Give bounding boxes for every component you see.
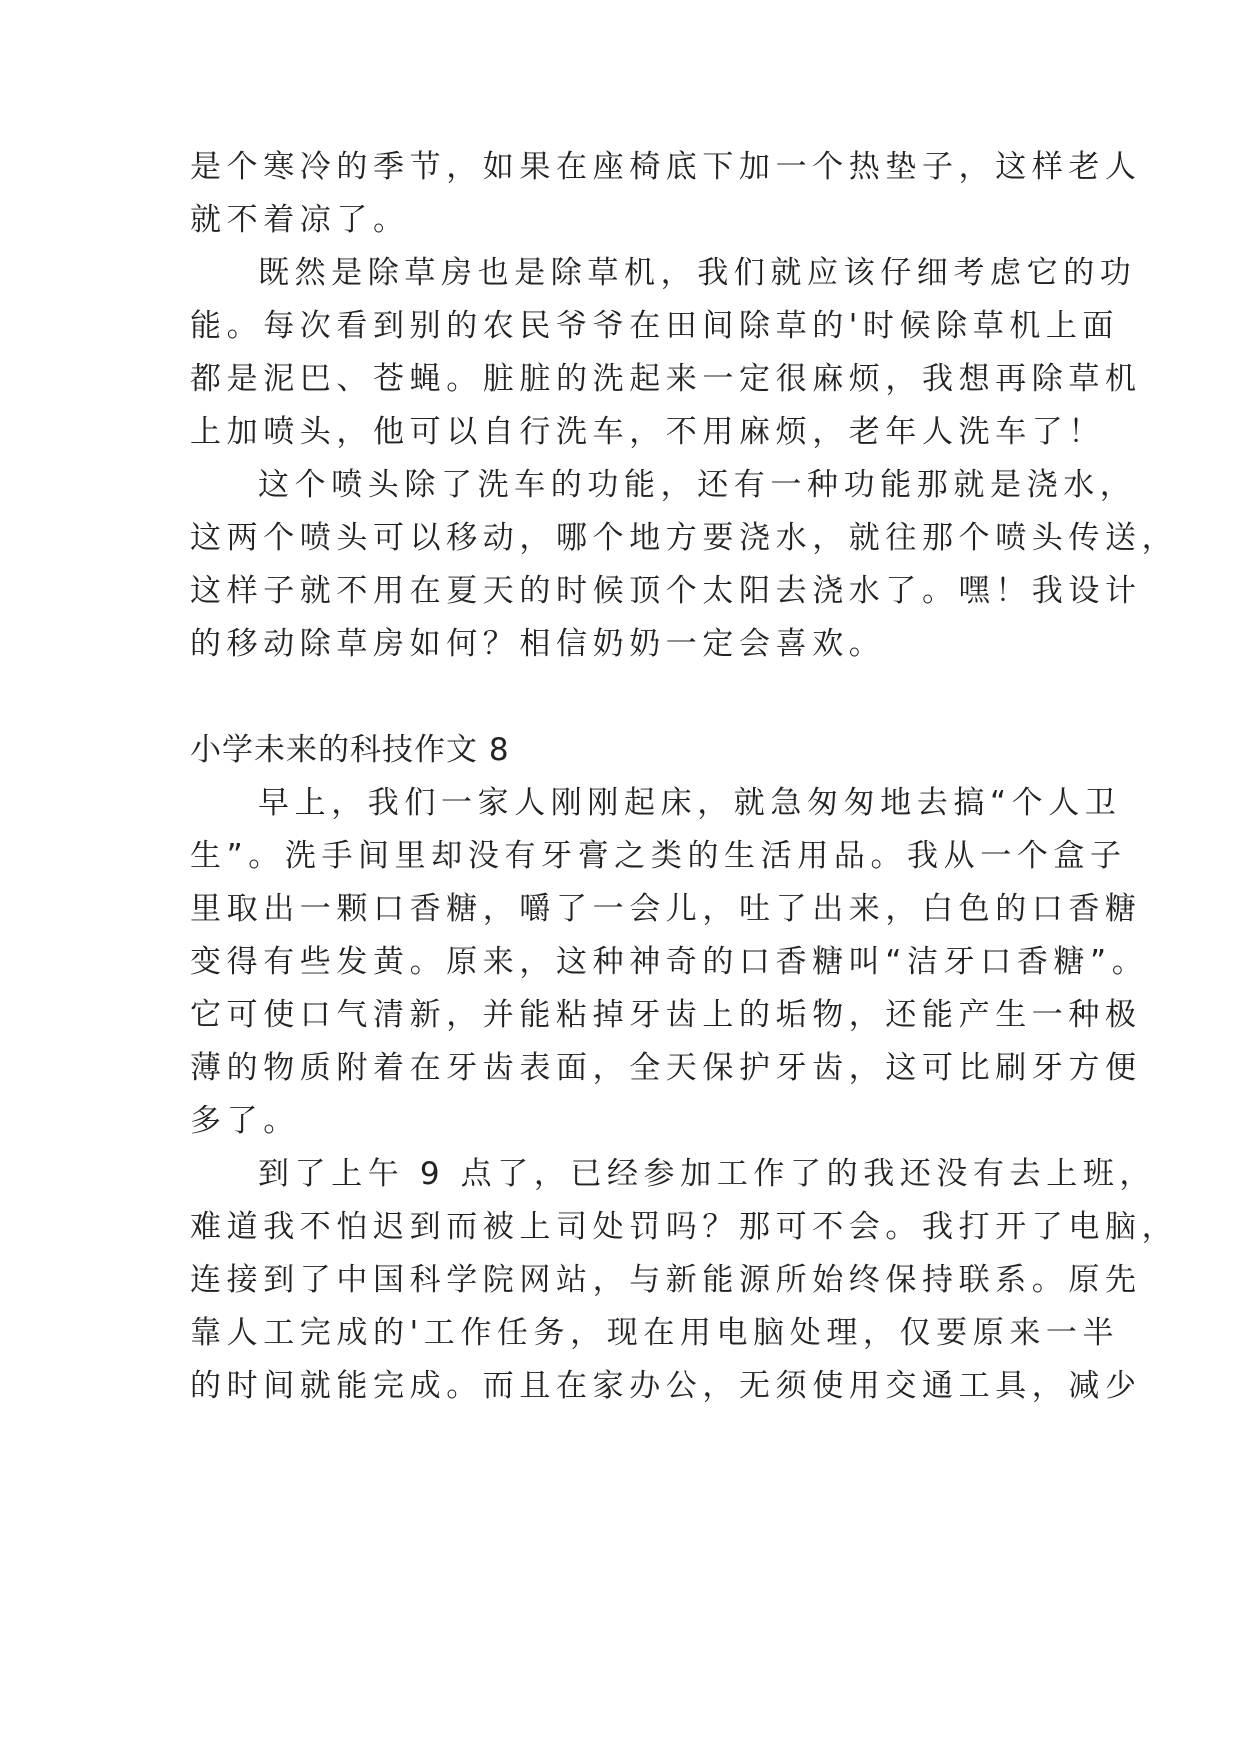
paragraph-line: 难道我不怕迟到而被上司处罚吗？那可不会。我打开了电脑， <box>190 1209 1179 1245</box>
paragraph-line: 这样子就不用在夏天的时候顶个太阳去浇水了。嘿！我设计 <box>190 573 1142 609</box>
paragraph-line: 能。每次看到别的农民爷爷在田间除草的'时候除草机上面 <box>190 308 1120 344</box>
paragraph-line: 的时间就能完成。而且在家办公，无须使用交通工具，减少 <box>190 1368 1142 1404</box>
paragraph-line: 靠人工完成的'工作任务，现在用电脑处理，仅要原来一半 <box>190 1315 1120 1351</box>
paragraph-line: 里取出一颗口香糖，嚼了一会儿，吐了出来，白色的口香糖 <box>190 891 1142 927</box>
paragraph-line: 多了。 <box>190 1103 300 1139</box>
paragraph-first-line: 这个喷头除了洗车的功能，还有一种功能那就是浇水， <box>258 467 1137 503</box>
paragraph-first-line: 到了上午 9 点了，已经参加工作了的我还没有去上班， <box>258 1156 1157 1192</box>
paragraph-line: 的移动除草房如何？相信奶奶一定会喜欢。 <box>190 626 886 662</box>
paragraph-line: 都是泥巴、苍蝇。脏脏的洗起来一定很麻烦，我想再除草机 <box>190 361 1142 397</box>
paragraph-first-line: 早上，我们一家人刚刚起床，就急匆匆地去搞“个人卫 <box>258 785 1122 821</box>
paragraph-line: 是个寒冷的季节，如果在座椅底下加一个热垫子，这样老人 <box>190 149 1142 185</box>
section-heading: 小学未来的科技作文 8 <box>190 732 510 768</box>
paragraph-line: 连接到了中国科学院网站，与新能源所始终保持联系。原先 <box>190 1262 1142 1298</box>
paragraph-line: 它可使口气清新，并能粘掉牙齿上的垢物，还能产生一种极 <box>190 997 1142 1033</box>
paragraph-line: 变得有些发黄。原来，这种神奇的口香糖叫“洁牙口香糖”。 <box>190 944 1149 980</box>
paragraph-line: 这两个喷头可以移动，哪个地方要浇水，就往那个喷头传送， <box>190 520 1179 556</box>
paragraph-line: 上加喷头，他可以自行洗车，不用麻烦，老年人洗车了！ <box>190 414 1105 450</box>
paragraph-line: 薄的物质附着在牙齿表面，全天保护牙齿，这可比刷牙方便 <box>190 1050 1142 1086</box>
paragraph-first-line: 既然是除草房也是除草机，我们就应该仔细考虑它的功 <box>258 255 1137 291</box>
paragraph-line: 就不着凉了。 <box>190 202 410 238</box>
paragraph-line: 生”。洗手间里却没有牙膏之类的生活用品。我从一个盒子 <box>190 838 1127 874</box>
